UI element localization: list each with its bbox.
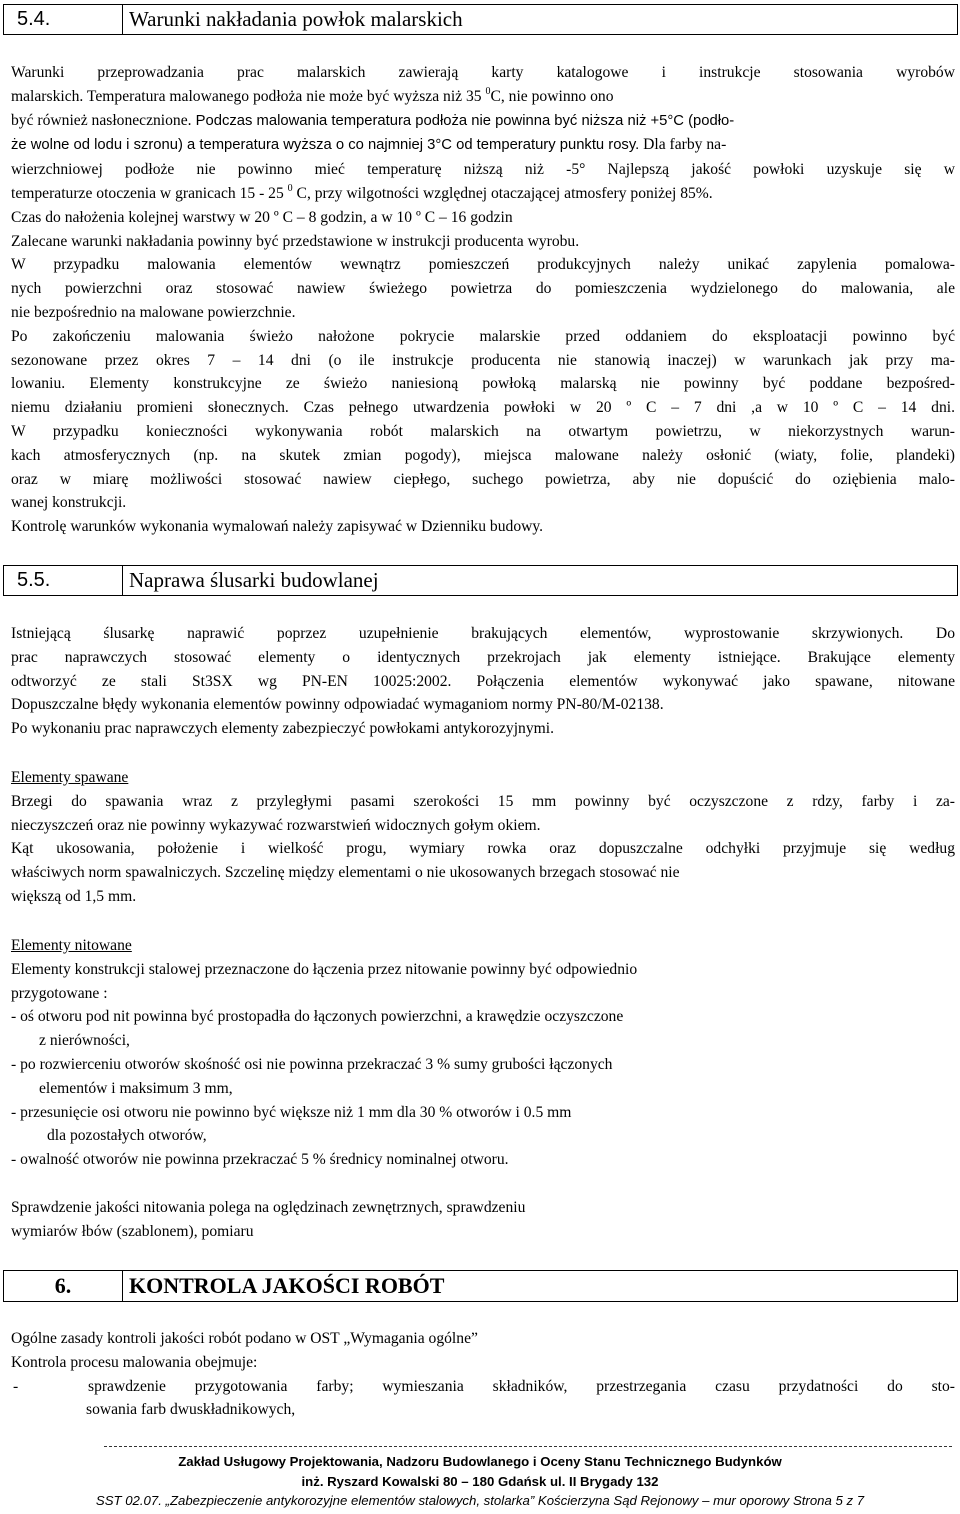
text-line: temperaturze otoczenia w granicach 15 - 25 $^0$ C, przy wilgotności względnej otaczającej atmosfery poniżej 85%.	[11, 182, 713, 202]
spacer	[11, 1172, 955, 1196]
section-number: 5.5.	[4, 566, 123, 595]
text-line: wierzchniowej podłoże nie powinno mieć temperaturę niższą niż -5° Najlepszą jakość powłoki uzyskuje się w	[11, 161, 955, 179]
text-line: prac naprawczych stosować elementy o identycznych przekrojach jak elementy istniejące. Brakujące elementy	[11, 648, 955, 666]
list-item: - owalność otworów nie powinna przekraczać 5 % średnicy nominalnej otworu.	[11, 1151, 509, 1169]
footer-address: inż. Ryszard Kowalski 80 – 180 Gdańsk ul. II Brygady 132	[301, 1474, 659, 1489]
list-item-continuation: dla pozostałych otworów,	[47, 1127, 207, 1145]
paragraph-painting-conditions	[11, 61, 955, 539]
section-heading-6	[3, 1270, 958, 1302]
list-item: - oś otworu pod nit powinna być prostopadła do łączonych powierzchni, a krawędzie oczyszczone	[11, 1008, 624, 1026]
paragraph-riveted-elements	[11, 934, 955, 1243]
footer-document-info: SST 02.07. „Zabezpieczenie antykorozyjne elementów stalowych, stolarka” Kościerzyna Sąd Rejonowy – mur oporowy Strona 5 z 7	[95, 1493, 865, 1508]
text-line: oraz w miarę możliwości stosować nawiew ciepłego, suchego powietrza, aby nie dopuścić do oziębienia malo-	[11, 470, 955, 488]
text-line: Elementy konstrukcji stalowej przeznaczone do łączenia przez nitowanie powinny być odpowiednio	[11, 960, 638, 978]
text-line: malarskich. Temperatura malowanego podłoża nie może być wyższa niż 35 $^0$C, nie powinno ono	[11, 85, 614, 105]
text-line: Kąt ukosowania, położenie i wielkość progu, wymiary rowka oraz dopuszczalne odchyłki przyjmuje się według	[11, 840, 955, 858]
text-line: większą od 1,5 mm.	[11, 887, 137, 905]
text-line: Kontrolę warunków wykonania wymalowań należy zapisywać w Dzienniku budowy.	[11, 518, 544, 536]
list-item: - przesunięcie osi otworu nie powinno być większe niż 1 mm dla 30 % otworów i 0.5 mm	[11, 1103, 572, 1121]
text-line: Po wykonaniu prac naprawczych elementy zabezpieczyć powłokami antykorozyjnymi.	[11, 720, 554, 738]
text-line: że wolne od lodu i szronu) a temperatura wyższa o co najmniej 3°C od temperatury punktu rosy. Dla farby na-	[11, 136, 727, 154]
text-line: W przypadku konieczności wykonywania robót malarskich na otwartym powietrzu, w niekorzystnych warun-	[11, 422, 955, 440]
list-item	[11, 1375, 955, 1399]
paragraph-quality-control	[11, 1327, 955, 1422]
subheading-welded: Elementy spawane	[11, 769, 129, 786]
text-line: Istniejącą ślusarkę naprawić poprzez uzupełnienie brakujących elementów, wyprostowanie skrzywionych. Do	[11, 625, 955, 642]
footer-company: Zakład Usługowy Projektowania, Nadzoru Budowlanego i Oceny Stanu Technicznego Budynków	[178, 1454, 782, 1469]
text-line: Sprawdzenie jakości nitowania polega na oględzinach zewnętrznych, sprawdzeniu	[11, 1198, 526, 1216]
section-heading-5-4	[3, 4, 958, 35]
text-line: wymiarów łbów (szablonem), pomiaru	[11, 1222, 254, 1240]
text-line: Kontrola procesu malowania obejmuje:	[11, 1353, 258, 1371]
list-item: - po rozwierceniu otworów skośność osi nie powinna przekraczać 3 % sumy grubości łączonych	[11, 1055, 613, 1073]
paragraph-welded-elements	[11, 766, 955, 909]
subheading-riveted: Elementy nitowane	[11, 937, 132, 954]
section-number: 6.	[4, 1271, 123, 1301]
section-title: Naprawa ślusarki budowlanej	[129, 568, 379, 592]
text-line: Po zakończeniu malowania świeżo nałożone pokrycie malarskie przed oddaniem do eksploatacji powinno być	[11, 327, 955, 345]
text-line: kach atmosferycznych (np. na skutek zmian pogody), miejsca malowane należy osłonić (wiaty, folie, plandeki)	[11, 446, 955, 464]
section-title: Warunki nakładania powłok malarskich	[129, 7, 463, 31]
text-line: być również nasłonecznione. Podczas malowania temperatura podłoża nie powinna być niższa niż +5°C (podło-	[11, 111, 735, 129]
section-heading-5-5	[3, 565, 958, 596]
text-line: nieczyszczeń oraz nie powinny wykazywać rozwarstwień widocznych gołym okiem.	[11, 816, 541, 834]
footer-separator	[104, 1446, 952, 1447]
text-line: niemu działaniu promieni słonecznych. Czas pełnego utwardzenia powłoki w 20 º C – 7 dni ,a w 10 º C – 14 dni.	[11, 399, 955, 417]
text-line: sezonowane przez okres 7 – 14 dni (o ile instrukcje producenta nie stanowią inaczej) w warunkach jak przy ma-	[11, 351, 955, 369]
text-line: nie bezpośrednio na malowane powierzchnie.	[11, 303, 296, 321]
text-line: lowaniu. Elementy konstrukcyjne ze świeżo naniesioną powłoką malarską nie powinny być poddane bezpośred-	[11, 375, 955, 393]
section-number: 5.4.	[4, 5, 123, 34]
text-line: W przypadku malowania elementów wewnątrz pomieszczeń produkcyjnych należy unikać zapylenia pomalowa-	[11, 256, 955, 274]
text-line: przygotowane :	[11, 984, 108, 1002]
text-line: właściwych norm spawalniczych. Szczelinę między elementami o nie ukosowanych brzegach stosować nie	[11, 864, 680, 882]
text-line: Warunki przeprowadzania prac malarskich zawierają karty katalogowe i instrukcje stosowania wyrobów	[11, 64, 955, 81]
list-item-text: sprawdzenie przygotowania farby; wymieszania składników, przestrzegania czasu przydatności do sto-	[88, 1377, 955, 1395]
text-line: Dopuszczalne błędy wykonania elementów powinny odpowiadać wymaganiom normy PN-80/M-02138.	[11, 696, 664, 714]
section-title: KONTROLA JAKOŚCI ROBÓT	[129, 1273, 445, 1298]
text-line: Czas do nałożenia kolejnej warstwy w 20 º C – 8 godzin, a w 10 º C – 16 godzin	[11, 208, 513, 226]
text-line: odtworzyć ze stali St3SX wg PN-EN 10025:2002. Połączenia elementów wykonywać jako spawane, nitowane	[11, 672, 955, 690]
text-line: nych powierzchni oraz stosować nawiew świeżego powietrza do pomieszczenia wydzielonego do malowania, ale	[11, 280, 955, 298]
paragraph-metalwork-repair	[11, 622, 955, 741]
list-item-continuation: elementów i maksimum 3 mm,	[39, 1079, 233, 1097]
text-line: Zalecane warunki nakładania powinny być przedstawione w instrukcji producenta wyrobu.	[11, 232, 580, 250]
text-line: wanej konstrukcji.	[11, 494, 127, 512]
list-item-continuation: z nierówności,	[39, 1032, 130, 1050]
list-item-continuation: sowania farb dwuskładnikowych,	[86, 1401, 296, 1419]
text-line: Ogólne zasady kontroli jakości robót podano w OST „Wymagania ogólne”	[11, 1330, 478, 1347]
list-dash: -	[13, 1377, 19, 1395]
text-line: Brzegi do spawania wraz z przyległymi pasami szerokości 15 mm powinny być oczyszczone z rdzy, farby i za-	[11, 792, 955, 810]
